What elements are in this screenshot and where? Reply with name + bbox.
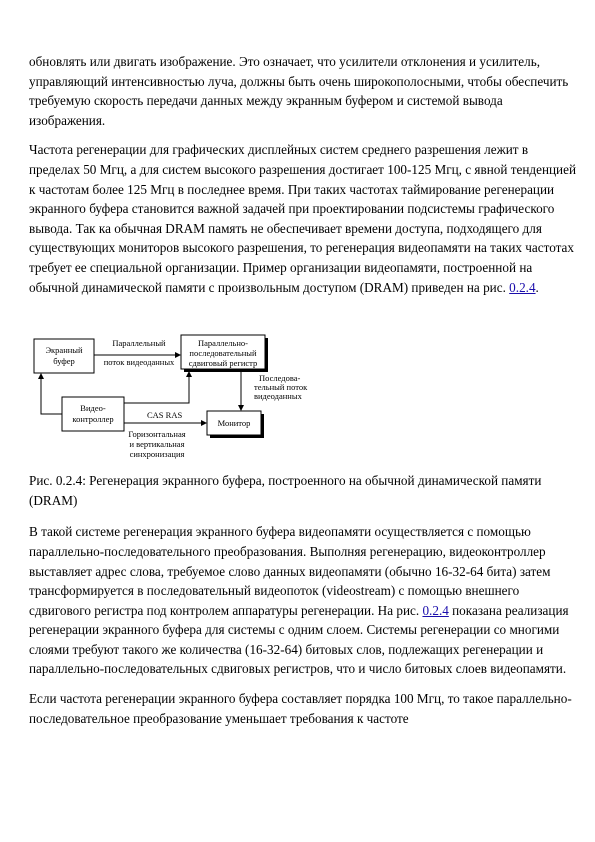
controller-label-2: контроллер — [72, 414, 114, 425]
monitor-label: Монитор — [217, 418, 251, 429]
register-label-2: последовательный — [189, 348, 257, 359]
serial-label-3: видеоданных — [254, 391, 302, 402]
cas-ras-label: CAS RAS — [147, 410, 183, 421]
parallel-label-2: поток видеоданных — [103, 357, 175, 368]
paragraph-1: обновлять или двигать изображение. Это означает, что усилители отклонения и усилитель, управляющий интенсивностью луча, должны быть очень широкополосными, чтобы обеспечить требуемую скорость передачи данных между экранным буфером и системой вывода изображения. — [29, 54, 569, 128]
register-label-1: Параллельно- — [197, 338, 249, 349]
figure-link[interactable]: 0.2.4 — [509, 279, 536, 295]
buffer-label-2: буфер — [53, 356, 75, 367]
document-page — [29, 52, 577, 738]
serial-label-1: Последова- — [259, 373, 301, 384]
paragraph-4: Если частота регенерации экранного буфера составляет порядка 100 Мгц, то такое параллельно-последовательное преобразование уменьшает требования к частоте — [29, 691, 572, 726]
buffer-label-1: Экранный — [45, 345, 83, 356]
paragraph-3: В такой системе регенерация экранного буфера видеопамяти осуществляется с помощью параллельно-последовательного преобразования. Выполняя регенерацию, видеоконтроллер выставляет адрес слова, требуемое слово данных видеопамяти (обычно 16-32-64 бита) затем трансформируется в последовательный видеопоток (videostream) с помощью внешнего сдвигового регистра под контролем аппаратуры регенерации. На рис. 0.2.4 показана реализация регенерации экранного буфера для системы с одним слоем. Системы регенерации со многими слоями требуют такого же количества (16-32-64) битовых слов, подлежащих регенерации и параллельно-последовательных сдвиговых регистров, что и число битовых слоев видеопамяти. — [29, 524, 569, 677]
paragraph-2-text: Частота регенерации для графических дисплейных систем среднего разрешения лежит в пределах 50 Мгц, а для систем высокого разрешения достигает 100-125 Мгц, с явной тенденцией к частотам более 125 Мгц в последнее время. При таких частотах таймирование регенерации экранного буфера становится важной задачей при проектировании подсистемы графического вывода. Так ка обычная DRAM память не обеспечивает времени доступа, подходящего для существующих мониторов высокого разрешения, то регенерация видеопамяти на таких частотах требует ее специальной организации. Пример организации видеопамяти, построенной на обычной динамической памяти с произвольным доступом (DRAM) приведен на рис. — [29, 142, 577, 295]
parallel-label-1: Параллельный — [112, 338, 166, 349]
sync-label-3: синхронизация — [129, 449, 185, 460]
controller-label-1: Видео- — [80, 403, 106, 414]
figure-diagram — [29, 319, 577, 467]
register-label-3: сдвиговый регистр — [188, 358, 258, 369]
refresh-diagram — [29, 319, 308, 467]
paragraph-2: Частота регенерации для графических дисплейных систем среднего разрешения лежит в пределах 50 Мгц, а для систем высокого разрешения достигает 100-125 Мгц, с явной тенденцией к частотам более 125 Мгц в последнее время. При таких частотах таймирование регенерации экранного буфера становится важной задачей при проектировании подсистемы графического вывода. Так ка обычная DRAM память не обеспечивает времени доступа, подходящего для существующих мониторов высокого разрешения, то регенерация видеопамяти на таких частотах требует ее специальной организации. Пример организации видеопамяти, построенной на обычной динамической памяти с произвольным доступом (DRAM) приведен на рис. 0.2.4. — [29, 142, 577, 295]
sync-label-1: Горизонтальная — [128, 429, 186, 440]
serial-label-2: тельный поток — [254, 382, 308, 393]
figure-link-2[interactable]: 0.2.4 — [422, 602, 449, 618]
sync-label-2: и вертикальная — [129, 439, 185, 450]
figure-caption: Рис. 0.2.4: Регенерация экранного буфера, построенного на обычной динамической памяти (DRAM) — [29, 473, 542, 508]
